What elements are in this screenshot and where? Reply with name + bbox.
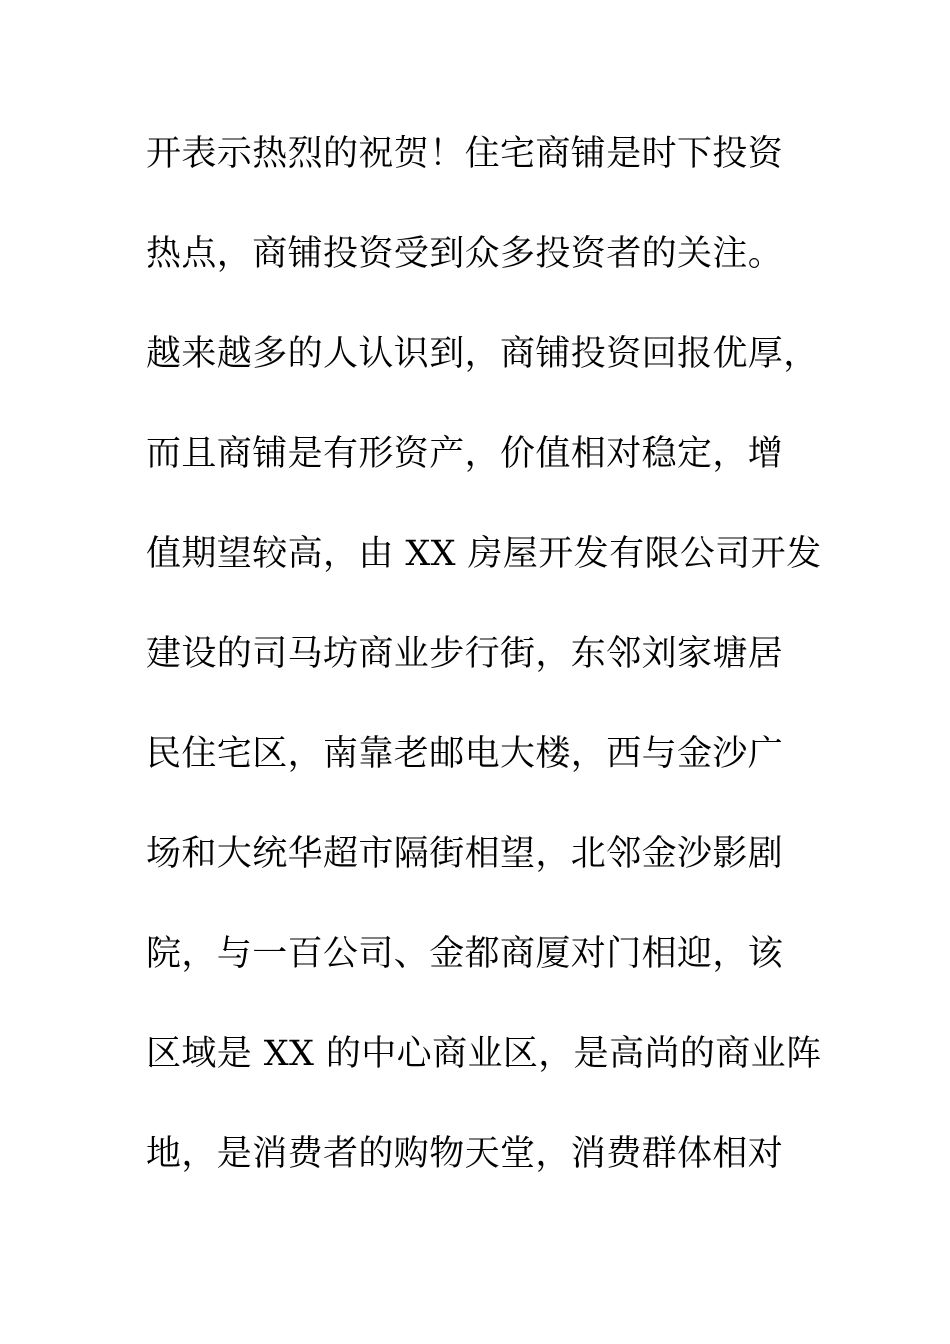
- text-line: 地，是消费者的购物天堂，消费群体相对: [146, 1134, 784, 1174]
- text-line: 区域是 XX 的中心商业区，是高尚的商业阵: [146, 1034, 822, 1074]
- text-line: 越来越多的人认识到，商铺投资回报优厚，: [146, 334, 819, 374]
- text-line: 开表示热烈的祝贺！住宅商铺是时下投资: [146, 134, 784, 174]
- text-line: 而且商铺是有形资产，价值相对稳定，增: [146, 434, 784, 474]
- text-line: 建设的司马坊商业步行街，东邻刘家塘居: [146, 634, 784, 674]
- text-line: 热点，商铺投资受到众多投资者的关注。: [146, 234, 784, 274]
- text-line: 院，与一百公司、金都商厦对门相迎，该: [146, 934, 784, 974]
- body-text: [146, 126, 822, 1226]
- text-line: 场和大统华超市隔街相望，北邻金沙影剧: [146, 834, 784, 874]
- text-line: 民住宅区，南靠老邮电大楼，西与金沙广: [146, 734, 784, 774]
- text-line: 值期望较高，由 XX 房屋开发有限公司开发: [146, 534, 822, 574]
